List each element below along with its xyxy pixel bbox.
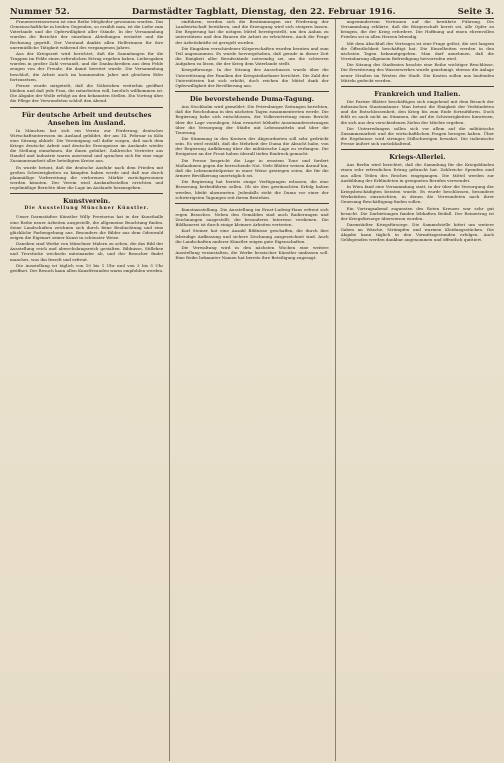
- column-divider: [175, 91, 328, 92]
- article-text: ungemindertem Vertrauen auf die bewährte Führung. Die Versammlung erklärte, daß die Bürgerschaft bereit sei, alle Opfer zu bringen, die der Krieg erfordere. Die Hoffnung auf einen ehrenvollen Frieden sei in allen Herzen lebendig.: [340, 19, 494, 40]
- article-text: Es wurde betont, daß die deutsche Ausfuhr nach dem Frieden mit großen Schwierigkeiten zu kämpfen haben werde und daß nur durch planmäßige Vorbereitung die verlorenen Märkte zurückgewonnen werden könnten. Der Verein wird Auskunftsstellen errichten und regelmäßige Berichte über die Lage im Auslande herausgeben.: [10, 164, 164, 191]
- headline-duma-tagung: Die bevorstehende Duma-Tagung.: [189, 95, 315, 104]
- article-text: Die Eingaben verschiedener Körperschaften wurden beraten und zum Teil angenommen. Es wurde hervorgehoben, daß gerade in dieser Zeit die Einigkeit aller Berufsstände notwendig sei, um die schweren Aufgaben zu lösen, die der Krieg dem Vaterlande stellt.: [175, 45, 329, 67]
- article-text: Die Regierung hat bereits einige Verfügungen erlassen, die eine Besserung herbeiführen sollen. Ob sie den gewünschten Erfolg haben werden, bleibt abzuwarten. Jedenfalls steht die Duma vor einer der schwierigsten Tagungen seit ihrem Bestehen.: [175, 179, 329, 200]
- column-divider: [341, 86, 494, 87]
- article-text: Kriegsfürsorge. In der Sitzung des Ausschusses wurde über die Unterstützung der Familien der Kriegsteilnehmer berichtet. Die Zahl der Unterstützten hat sich erhöht, doch reichen die Mittel dank der Opferwilligkeit der Bevölkerung aus.: [175, 67, 329, 88]
- headline-frankreich-italien: Frankreich und Italien.: [374, 89, 461, 98]
- headline-kriegs-allerlei: Kriegs-Allerlei.: [389, 153, 446, 162]
- article-text: In Wien fand eine Versammlung statt, in der über die Versorgung der Kriegsbeschädigten beraten wurde. Es wurde beschlossen, besondere Werkstätten einzurichten, in denen die Verwundeten nach ihrer Genesung Beschäftigung finden sollen.: [340, 183, 494, 205]
- article-text: Darmstädter Kriegsfürsorge. Die Sammelstelle bittet um weitere Gaben an Wäsche, Strümpfen und warmen Kleidungsstücken. Die Abgabe kann täglich in den Vormittagsstunden erfolgen. Auch Geldspenden werden dankbar angenommen und öffentlich quittiert.: [340, 222, 494, 243]
- column-divider: [175, 203, 328, 204]
- article-text: Die Sitzung des Stadtrates brachte eine Reihe wichtiger Beschlüsse. Die Erweiterung des Wasserwerkes wurde genehmigt, ebenso die Anlage neuer Straßen im Westen der Stadt. Die Kosten sollen aus laufenden Mitteln gedeckt werden.: [340, 62, 494, 83]
- headline-deutsche-arbeit: Für deutsche Arbeit und deutsches Ansehen im Ausland.: [21, 110, 152, 127]
- article-text: Mit dem Abschluß des Vertrages ist eine Frage gelöst, die seit langem die Öffentlichkeit beschäftigt hat. Die Einzelheiten werden in den nächsten Tagen bekanntgegeben. Man darf annehmen, daß die Vereinbarung allgemein Befriedigung hervorrufen wird.: [340, 40, 494, 62]
- headline-kunstverein: Kunstverein.: [63, 197, 111, 206]
- paper-title-date: Darmstädter Tagblatt, Dienstag, den 22. Februar 1916.: [131, 6, 396, 16]
- article-text: Aus Stockholm wird gemeldet: Die Petersburger Zeitungen berichten, daß die Reichsduma in den nächsten Tagen zusammentreten werde. Die Regierung habe sich entschlossen, der Volksvertretung einen Bericht über die Lage vorzulegen. Man erwartet lebhafte Auseinandersetzungen über die Versorgung der Städte mit Lebensmitteln und über die Teuerung.: [175, 104, 329, 135]
- column-divider: [10, 107, 163, 108]
- article-text: Unser Darmstädter Künstler Willy Preetorius hat in der Kunsthalle eine Reihe neuer Arbeiten ausgestellt, die allgemeine Beachtung finden. Seine Landschaften zeichnen sich durch feine Beobachtung und eine glückliche Farbengebung aus. Besonders die Bilder aus dem Odenwald zeigen die Eigenart seiner Kunst in schönster Weise.: [10, 214, 164, 240]
- article-text: Daneben sind Werke von Münchner Malern zu sehen, die das Bild der Ausstellung reich und abwechslungsreich gestalten. Bildnisse, Stilleben und Tierstücke wechseln miteinander ab, und der Besucher findet manches, was ihn fesselt und erfreut.: [10, 241, 164, 262]
- article-text: Ferner wurde mitgeteilt, daß die Nähstuben weiterhin geöffnet bleiben und daß jede Frau, die mitarbeiten will, herzlich willkommen ist. Die Abgabe der Wolle erfolgt an den bekannten Stellen. Ein Vortrag über die Pflege der Verwundeten schloß den Abend.: [10, 82, 164, 104]
- column-divider: [341, 149, 494, 150]
- article-text: einführen, werden sich die Bestimmungen zur Förderung der Landwirtschaft bewähren, und die Erzeugung wird sich steigern lassen. Die Regierung hat die nötigen Mittel bereitgestellt, um den Anbau zu unterstützen und den Bauern die Arbeit zu erleichtern. Auch die Frage der Arbeitskräfte ist geregelt worden.: [175, 19, 329, 45]
- column-1: [10, 19, 163, 761]
- subheadline: Die Ausstellung Münchner Künstler.: [24, 206, 149, 212]
- column-divider: [10, 193, 163, 194]
- article-text: Die Ausstellung ist täglich von 10 bis 1 Uhr und von 3 bis 5 Uhr geöffnet. Der Besuch kann allen Kunstfreunden warm empfohlen werden.: [10, 262, 164, 273]
- issue-number: Nummer 52.: [10, 6, 70, 16]
- article-text: Ein Vortragsabend zugunsten des Roten Kreuzes war sehr gut besucht. Die Darbietungen fanden lebhaften Beifall. Der Reinertrag ist der Kriegsfürsorge überwiesen worden.: [340, 205, 494, 221]
- article-text: Die Unterredungen sollen sich vor allem auf die militärische Zusammenarbeit und die wirtschaftlichen Fragen bezogen haben. Über die Ergebnisse wird strenges Stillschweigen bewahrt. Die italienische Presse äußert sich zurückhaltend.: [340, 125, 494, 147]
- masthead: [10, 6, 494, 19]
- article-text: Frauenvereinswesen ist eine Reihe Mitglieder gewonnen worden. Das Gemeinschaftliche in beiden Gegenden, so erzählt man, ist die Liebe zum Vaterlande und die Opferwilligkeit aller Stände. In der Versammlung wurden die Berichte der einzelnen Abteilungen erstattet und die Rechnung geprüft. Der Vorstand dankte allen Helferinnen für ihre unermüdliche Tätigkeit während des vergangenen Jahres.: [10, 19, 164, 50]
- article-text: Die Pariser Blätter beschäftigen sich eingehend mit dem Besuch der italienischen Staatsmänner. Man betont die Einigkeit der Verbündeten und die Entschlossenheit, den Krieg bis zum Ende fortzuführen. Doch fehlt es auch nicht an Stimmen, die auf die Schwierigkeiten hinweisen, die sich aus den verschiedenen Zielen der Mächte ergeben.: [340, 98, 494, 125]
- article-text: Die Verwaltung wird in den nächsten Wochen eine weitere Ausstellung veranstalten, die Werke hessischer Künstler umfassen soll. Eine Reihe bekannter Namen hat bereits ihre Beteiligung zugesagt.: [175, 244, 329, 261]
- article-text: Die Presse bespricht die Lage in ernstem Tone und fordert Maßnahmen gegen die herrschende Not. Viele Blätter weisen darauf hin, daß die Lebensmittelpreise in einer Weise gestiegen seien, die für die ärmere Bevölkerung unerträglich sei.: [175, 157, 329, 179]
- page-number: Seite 3.: [457, 6, 494, 16]
- article-text: Aus der Kriegszeit wird berichtet, daß die Sammlungen für die Truppen im Felde einen erfreulichen Ertrag ergeben haben. Liebesgaben wurden in großer Zahl versandt, und die Dankschreiben aus dem Felde zeugen von der Freude, die damit bereitet wurde. Die Versammlung beschloß, die Arbeit auch im kommenden Jahre mit gleichem Eifer fortzusetzen.: [10, 50, 164, 82]
- column-3: [335, 19, 494, 761]
- column-2: [169, 19, 328, 761]
- article-text: In München hat sich ein Verein zur Förderung deutscher Wirtschaftsinteressen im Ausland gebildet, der am 14. Februar in Köln eine Sitzung abhielt. Die Vereinigung soll dafür sorgen, daß nach dem Kriege deutsche Arbeit und deutsche Erzeugnisse im Auslande wieder die Stellung einnehmen, die ihnen gebührt. Zahlreiche Vertreter aus Handel und Industrie waren anwesend und sprachen sich für eine enge Zusammenarbeit aller beteiligten Kreise aus.: [10, 127, 164, 164]
- article-text: Kunstausstellung. Die Ausstellung im Ernst-Ludwig-Haus erfreut sich regen Besuches. Neben den Gemälden sind auch Radierungen und Zeichnungen ausgestellt, die besonderes Interesse verdienen. Die Bildhauerei ist durch einige kleinere Arbeiten vertreten.: [175, 206, 329, 228]
- article-text: Die Stimmung in den Kreisen der Abgeordneten soll sehr gedrückt sein. Es wird erzählt, daß die Mehrheit der Duma die Absicht habe, von der Regierung Aufklärung über die militärische Lage zu verlangen. Die Ereignisse an der Front haben überall tiefen Eindruck gemacht.: [175, 135, 329, 157]
- article-text: Aus Berlin wird berichtet, daß die Sammlung für die Kriegsblinden einen sehr erfreulichen Ertrag gebracht hat. Zahlreiche Spenden sind aus allen Teilen des Reiches eingegangen. Die Mittel werden zur Ausbildung der Erblindeten in geeigneten Berufen verwendet.: [340, 162, 494, 183]
- article-text: Karl Steiner hat eine Anzahl Bildnisse geschaffen, die durch ihre lebendige Auffassung und sichere Zeichnung ausgezeichnet sind. Auch die Landschaften anderer Künstler zeigen gute Eigenschaften.: [175, 228, 329, 244]
